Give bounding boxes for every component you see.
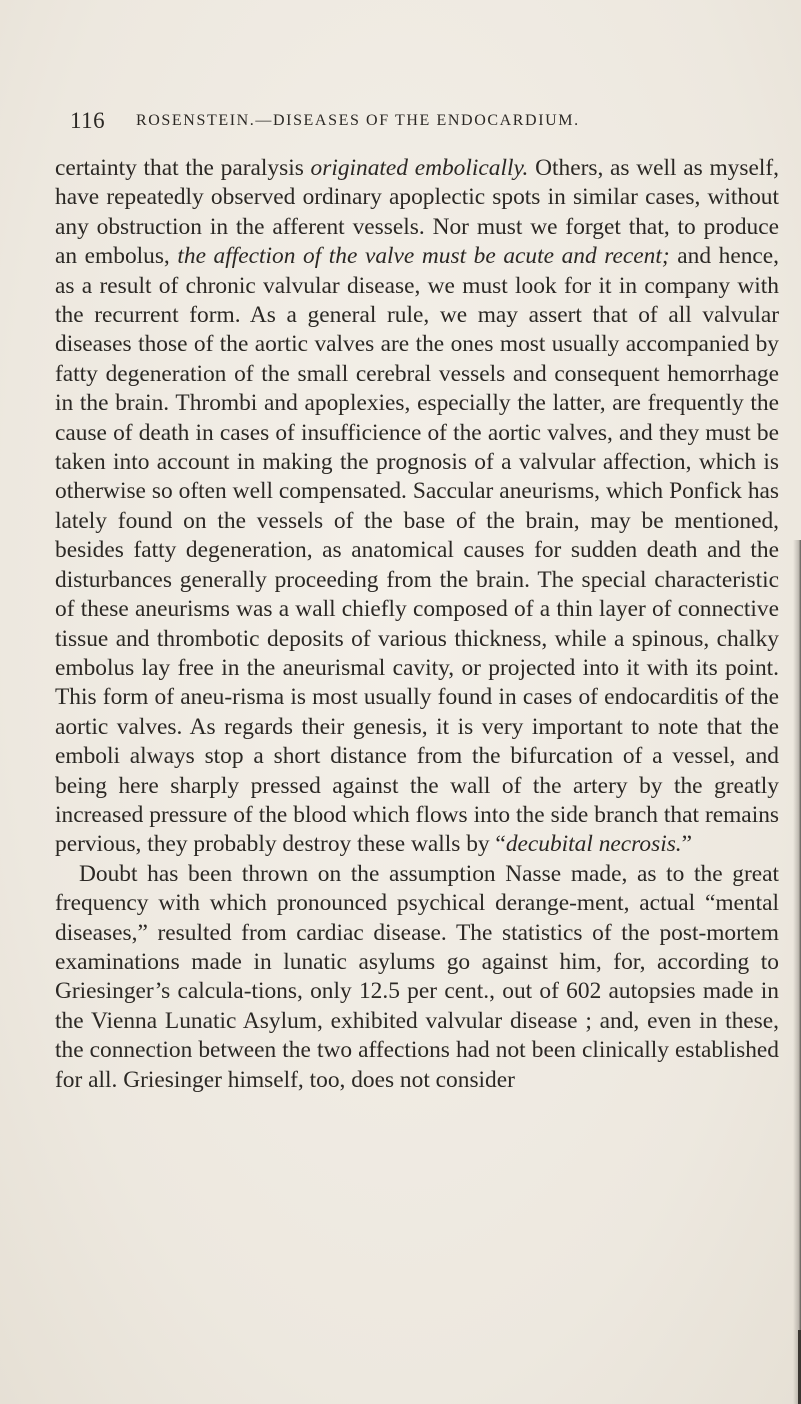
paragraph-1-text-d: ” [681,831,693,858]
paragraph-1-text-c: and hence, as a result of chronic valvular disease, we must look for it in company with the recurrent form. As a general rule, we may assert that of all valvular diseases those of the aortic valves are the ones most usually accompanied by fatty degeneration of the small cerebral vessels and consequent hemorrhage in the brain. Thrombi and apoplexies, especially the latter, are frequently the cause of death in cases of insufficience of the aortic valves, and they must be taken into account in making the prognosis of a valvular affection, which is otherwise so often well compensated. Saccular aneurisms, which Ponfick has lately found on the vessels of the base of the brain, may be mentioned, besides fatty degeneration, as anatomical causes for sudden death and the disturbances generally proceeding from the brain. The special characteristic of these aneurisms was a wall chiefly composed of a thin layer of connective tissue and thrombotic deposits of various thickness, while a spinous, chalky embolus lay free in the aneurismal cavity, or projected into it with its point. This form of aneu-risma is most usually found in cases of endocarditis of the aortic valves. As regards their genesis, it is very important to note that the emboli always stop a short distance from the bifurcation of a vessel, and being here sharply pressed against the wall of the artery by the greatly increased pressure of the blood which flows into the side branch that remains pervious, they probably destroy these walls by “ [55,243,780,858]
paragraph-1-text-b: Others, as well as myself, have repeatedly observed ordinary apoplectic spots in similar cases, without any obstruction in the afferent vessels. Nor must we forget that, to produce an embolus, [55,155,779,270]
page-edge-shadow [793,540,801,1404]
page-number: 116 [70,108,106,133]
paragraph-2: Doubt has been thrown on the assumption Nasse made, as to the great frequency with which pronounced psychical derange-ment, actual “mental diseases,” resulted from cardiac disease. The statistics of the post-mortem examinations made in lunatic asylums go against him, for, according to Griesinger’s calcula-tions, only 12.5 per cent., out of 602 autopsies made in the Vienna Lunatic Asylum, exhibited valvular disease ; and, even in these, the connection between the two affections had not been clinically established for all. Griesinger himself, too, does not consider [55,860,779,1093]
paragraph-1 [55,154,779,860]
paragraph-1-text-a: certainty that the paralysis [55,155,311,181]
body-text [55,154,779,1095]
paragraph-1-italic-b: the affection of the valve must be acute and recent; [177,243,670,270]
paragraph-1-italic-c: decubital necrosis. [505,831,682,858]
paragraph-1-italic-a: originated embolically. [310,155,529,181]
running-head: ROSENSTEIN.—DISEASES OF THE ENDOCARDIUM. [136,112,580,129]
page-header [70,108,770,148]
